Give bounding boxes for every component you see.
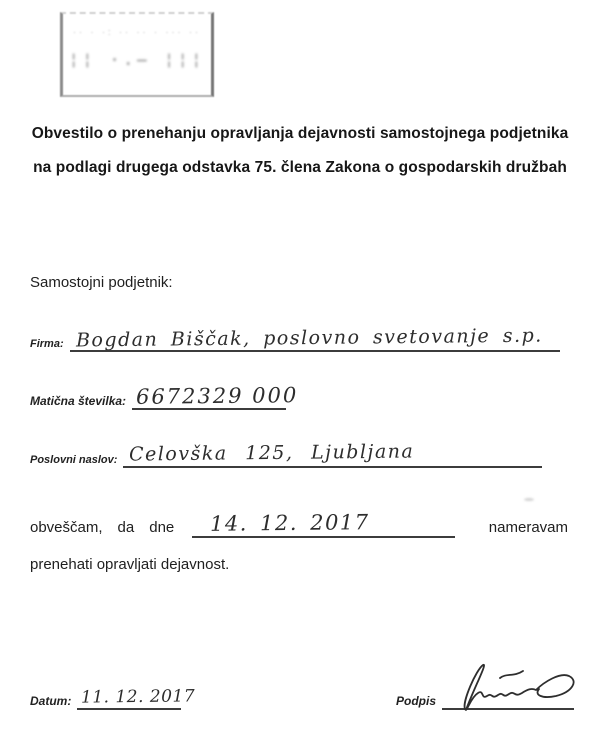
datum-underline bbox=[77, 684, 196, 710]
podpis-label: Podpis bbox=[396, 694, 437, 708]
field-podpis bbox=[396, 684, 574, 710]
title-line-1: Obvestilo o prenehanju opravljanja dejavnosti samostojnega podjetnika bbox=[31, 125, 569, 142]
poslovni-naslov-label: Poslovni naslov: bbox=[30, 454, 118, 466]
title-line-2: na podlagi drugega odstavka 75. člena Zakona o gospodarskih družbah bbox=[33, 159, 567, 176]
document-title bbox=[20, 117, 580, 185]
field-firma bbox=[30, 322, 560, 352]
stamp-illegible-date-row: ¦¦ ·.– ¦¦¦ bbox=[68, 50, 206, 69]
scan-artifact bbox=[524, 498, 534, 501]
maticna-stevilka-underline bbox=[132, 380, 299, 410]
section-label-samostojni-podjetnik: Samostojni podjetnik: bbox=[30, 274, 173, 291]
statement-word-da: da bbox=[117, 519, 135, 536]
cessation-date-handwritten-value: 14. 12. 2017 bbox=[210, 510, 370, 536]
poslovni-naslov-underline bbox=[123, 438, 542, 468]
firma-handwritten-value: Bogdan Biščak, poslovno svetovanje s.p. bbox=[75, 324, 543, 352]
statement-word-nameravam: nameravam bbox=[488, 519, 568, 536]
statement-word-obvescam: obveščam, bbox=[30, 519, 103, 536]
statement-sentence bbox=[30, 504, 568, 538]
ink-stamp bbox=[60, 12, 214, 97]
maticna-stevilka-handwritten-value: 6672329 000 bbox=[135, 383, 299, 409]
maticna-stevilka-label: Matična številka: bbox=[30, 394, 127, 408]
firma-underline bbox=[70, 322, 560, 352]
poslovni-naslov-handwritten-value: Celovška 125, Ljubljana bbox=[129, 440, 415, 466]
field-maticna-stevilka bbox=[30, 380, 299, 410]
field-datum bbox=[30, 684, 196, 710]
firma-label: Firma: bbox=[30, 338, 64, 350]
field-poslovni-naslov bbox=[30, 438, 542, 468]
cessation-date-underline bbox=[192, 504, 455, 538]
statement-word-dne: dne bbox=[149, 519, 175, 536]
signature bbox=[436, 654, 586, 716]
datum-handwritten-value: 11. 12. 2017 bbox=[81, 686, 196, 708]
stamp-illegible-text-row1: ·· · ·: ·· ·· · ··· ·· bbox=[73, 27, 201, 37]
podpis-underline bbox=[442, 684, 574, 710]
datum-label: Datum: bbox=[30, 694, 72, 708]
statement-line-2: prenehati opravljati dejavnost. bbox=[30, 556, 230, 573]
